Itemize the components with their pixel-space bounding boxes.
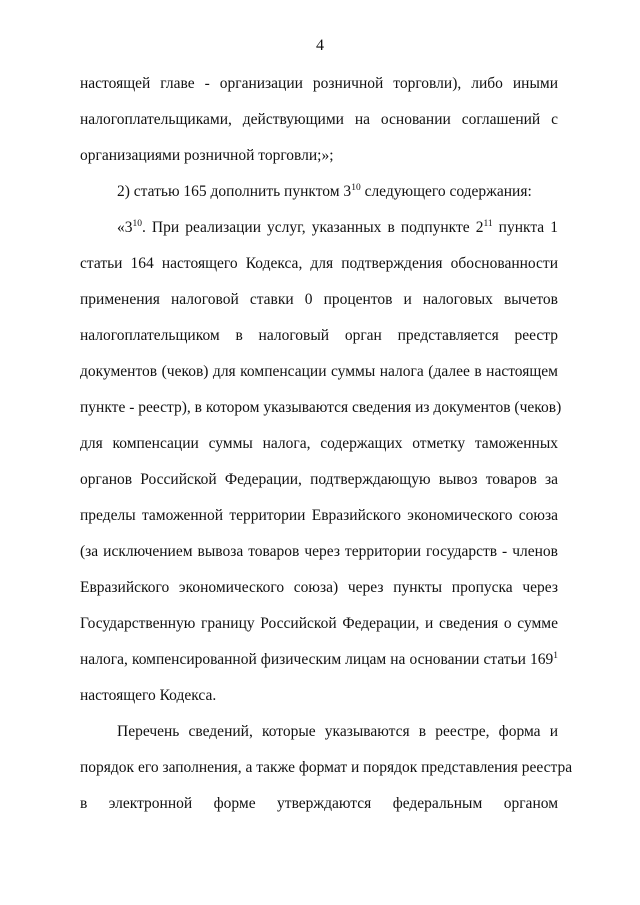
text-line: настоящей главе - организации розничной торговли), либо иными [80, 75, 558, 92]
text-line: налогоплательщиком в налоговый орган представляется реестр [80, 327, 558, 344]
text-line: организациями розничной торговли;»; [80, 147, 334, 164]
text-line: (за исключением вывоза товаров через территории государств - членов [80, 543, 558, 560]
superscript: 11 [483, 219, 493, 229]
text-line: Государственную границу Российской Федерации, и сведения о сумме [80, 615, 558, 632]
text-line: пределы таможенной территории Евразийского экономического союза [80, 507, 558, 524]
text-line: применения налоговой ставки 0 процентов и налоговых вычетов [80, 291, 558, 308]
page-number: 4 [316, 37, 324, 54]
text-line: Перечень сведений, которые указываются в реестре, форма и [117, 723, 558, 740]
superscript: 10 [132, 219, 142, 229]
text-line: для компенсации суммы налога, содержащих отметку таможенных [80, 435, 558, 452]
text-line: пункте - реестр), в котором указываются сведения из документов (чеков) [80, 399, 562, 416]
text-line: органов Российской Федерации, подтверждающую вывоз товаров за [80, 471, 558, 488]
text-line: порядок его заполнения, а также формат и порядок представления реестра [80, 759, 573, 776]
superscript: 1 [553, 651, 558, 661]
text-line: документов (чеков) для компенсации суммы налога (далее в настоящем [80, 363, 558, 380]
text-line: «$3^{10}$. При реализации услуг, указанных в подпункте $2^{11}$ пункта 1 [117, 219, 558, 236]
text-line: статьи 164 настоящего Кодекса, для подтверждения обоснованности [80, 255, 558, 272]
superscript: 10 [351, 183, 361, 193]
text-line: в электронной форме утверждаются федеральным органом [80, 795, 558, 812]
text-line: налогоплательщиками, действующими на основании соглашений с [80, 111, 558, 128]
text-line: Евразийского экономического союза) через пункты пропуска через [80, 579, 558, 596]
text-line: настоящего Кодекса. [80, 687, 217, 704]
text-line: налога, компенсированной физическим лицам на основании статьи $169^1$ [80, 651, 558, 668]
text-line: 2) статью 165 дополнить пунктом $3^{10}$ следующего содержания: [117, 183, 532, 200]
